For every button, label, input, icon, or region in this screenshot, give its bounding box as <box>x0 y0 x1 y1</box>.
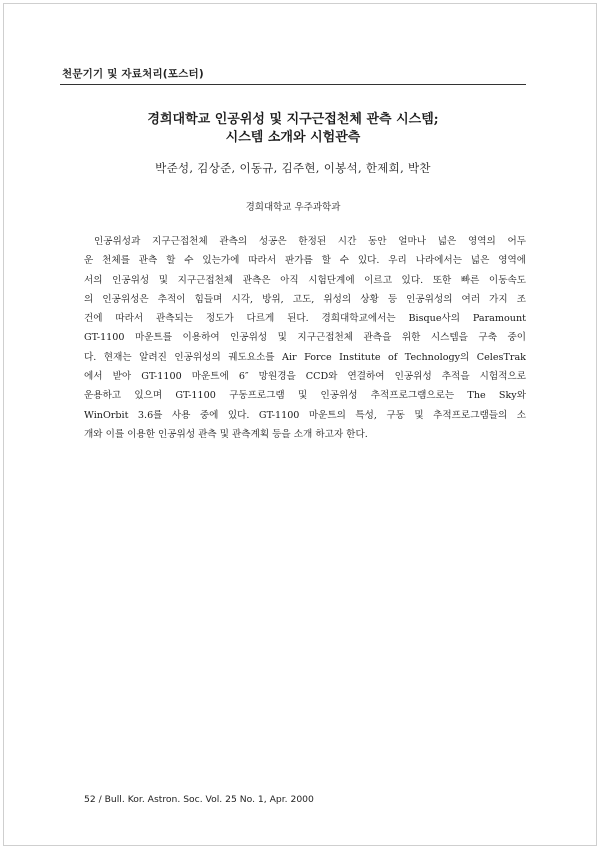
affiliation: 경희대학교 우주과학과 <box>245 202 341 213</box>
abstract-line: 인공위성과 지구근접천체 관측의 성공은 한정된 시간 동안 얼마나 넓은 영역의 어두 <box>94 236 526 247</box>
abstract-line: GT-1100 마운트를 이용하여 인공위성 및 지구근접천체 관측을 위한 시스템을 구축 중이 <box>84 332 526 344</box>
abstract-line: 개와 이를 이용한 인공위성 관측 및 관측계획 등을 소개 하고자 한다. <box>84 428 368 440</box>
abstract-line: 서의 인공위성 및 지구근접천체 관측은 아직 시험단계에 이르고 있다. 또한 빠른 이동속도 <box>84 274 526 286</box>
abstract <box>84 232 526 444</box>
abstract-line: 의 인공위성은 추적이 힘들며 시각, 방위, 고도, 위성의 상황 등 인공위성의 여러 가지 조 <box>84 293 526 305</box>
title-line-2: 시스템 소개와 시험관측 <box>225 130 361 145</box>
header-rule <box>60 84 526 85</box>
abstract-line: 다. 현재는 알려진 인공위성의 궤도요소를 Air Force Institute of Technology의 CelesTrak <box>84 351 526 363</box>
abstract-line: 운용하고 있으며 GT-1100 구동프로그램 및 인공위성 추적프로그램으로는 The Sky와 <box>84 390 526 402</box>
footer-citation: 52 / Bull. Kor. Astron. Soc. Vol. 25 No. 1, Apr. 2000 <box>84 794 314 805</box>
abstract-line: 에서 받아 GT-1100 마운트에 6″ 망원경을 CCD와 연결하여 인공위성 추적을 시험적으로 <box>84 371 526 383</box>
section-header: 천문기기 및 자료처리(포스터) <box>62 68 204 80</box>
abstract-line: 건에 따라서 관측되는 정도가 다르게 된다. 경희대학교에서는 Bisque사의 Paramount <box>84 313 526 325</box>
abstract-line: WinOrbit 3.6를 사용 중에 있다. GT-1100 마운트의 특성, 구동 및 추적프로그램들의 소 <box>84 409 526 421</box>
abstract-line: 운 천체를 관측 할 수 있는가에 따라서 판가름 할 수 있다. 우리 나라에서는 넓은 영역에 <box>84 255 526 267</box>
authors: 박준성, 김상준, 이동규, 김주현, 이봉석, 한제희, 박찬 <box>155 161 431 175</box>
title-line-1: 경희대학교 인공위성 및 지구근접천체 관측 시스템; <box>147 112 439 127</box>
